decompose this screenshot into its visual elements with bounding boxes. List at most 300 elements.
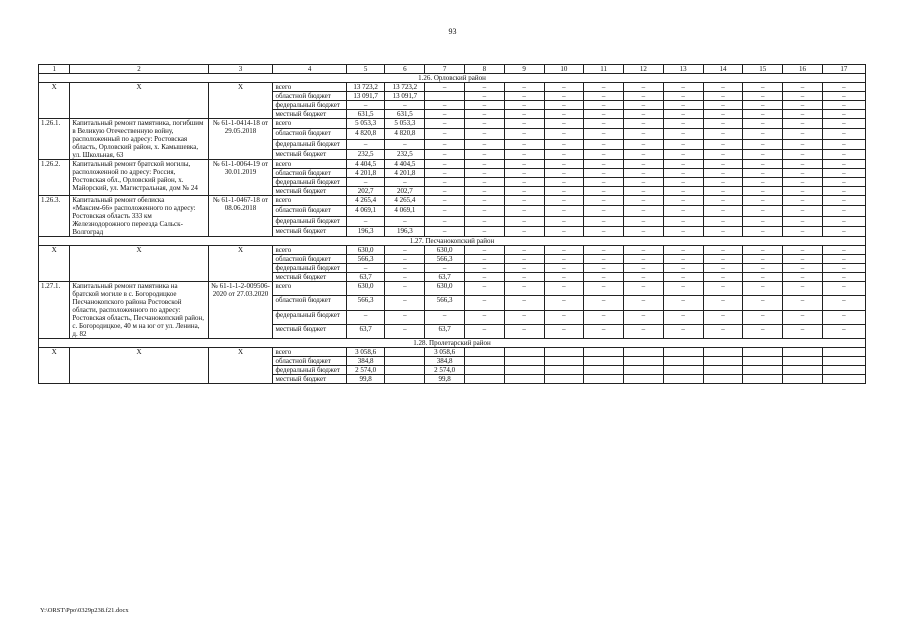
value-col-8: – bbox=[464, 196, 504, 206]
value-col-9: – bbox=[504, 255, 544, 264]
budget-label: всего bbox=[273, 246, 346, 255]
value-col-16: – bbox=[783, 273, 823, 282]
value-col-7: 63,7 bbox=[425, 273, 465, 282]
value-col-10: – bbox=[544, 282, 584, 296]
value-col-9: – bbox=[504, 92, 544, 101]
budget-label: местный бюджет bbox=[273, 187, 346, 196]
value-col-6: – bbox=[385, 296, 425, 310]
value-col-7: 630,0 bbox=[425, 246, 465, 255]
value-col-17: – bbox=[822, 110, 865, 119]
value-col-9 bbox=[504, 375, 544, 384]
budget-label: местный бюджет bbox=[273, 149, 346, 159]
value-col-7: 384,8 bbox=[425, 357, 465, 366]
value-col-10: – bbox=[544, 196, 584, 206]
value-col-7: 99,8 bbox=[425, 375, 465, 384]
section-title: 1.28. Пролетарский район bbox=[39, 339, 866, 348]
value-col-8: – bbox=[464, 101, 504, 110]
value-col-15: – bbox=[743, 310, 783, 324]
value-col-15: – bbox=[743, 149, 783, 159]
value-col-17: – bbox=[822, 187, 865, 196]
value-col-10: – bbox=[544, 296, 584, 310]
value-col-17: – bbox=[822, 282, 865, 296]
column-number: 1 bbox=[39, 65, 70, 74]
budget-label: федеральный бюджет bbox=[273, 139, 346, 149]
object-number: 1.27.1. bbox=[39, 282, 70, 339]
value-col-10: – bbox=[544, 139, 584, 149]
value-col-8 bbox=[464, 375, 504, 384]
value-col-5: 4 069,1 bbox=[346, 206, 385, 216]
value-col-14: – bbox=[703, 282, 743, 296]
value-col-14: – bbox=[703, 255, 743, 264]
value-col-9: – bbox=[504, 246, 544, 255]
value-col-9: – bbox=[504, 282, 544, 296]
budget-label: федеральный бюджет bbox=[273, 264, 346, 273]
value-col-11 bbox=[584, 357, 624, 366]
value-col-15: – bbox=[743, 324, 783, 338]
value-col-5: 202,7 bbox=[346, 187, 385, 196]
object-document: X bbox=[208, 246, 273, 282]
value-col-5: 4 265,4 bbox=[346, 196, 385, 206]
value-col-15: – bbox=[743, 296, 783, 310]
value-col-17: – bbox=[822, 296, 865, 310]
value-col-15: – bbox=[743, 169, 783, 178]
value-col-12: – bbox=[624, 264, 664, 273]
value-col-12 bbox=[624, 348, 664, 357]
budget-label: областной бюджет bbox=[273, 206, 346, 216]
value-col-6 bbox=[385, 357, 425, 366]
value-col-7 bbox=[425, 92, 465, 101]
value-col-16: – bbox=[783, 206, 823, 216]
value-col-17 bbox=[822, 366, 865, 375]
value-col-12: – bbox=[624, 216, 664, 226]
value-col-11: – bbox=[584, 310, 624, 324]
value-col-14: – bbox=[703, 110, 743, 119]
value-col-17: – bbox=[822, 246, 865, 255]
value-col-7: – bbox=[425, 110, 465, 119]
value-col-15: – bbox=[743, 119, 783, 129]
column-number: 15 bbox=[743, 65, 783, 74]
value-col-16: – bbox=[783, 101, 823, 110]
budget-label: федеральный бюджет bbox=[273, 366, 346, 375]
value-col-15: – bbox=[743, 187, 783, 196]
value-col-13: – bbox=[663, 216, 703, 226]
table-row bbox=[39, 196, 866, 206]
value-col-10: – bbox=[544, 226, 584, 236]
value-col-15: – bbox=[743, 196, 783, 206]
value-col-6: 196,3 bbox=[385, 226, 425, 236]
value-col-5: 384,8 bbox=[346, 357, 385, 366]
value-col-6: – bbox=[385, 324, 425, 338]
value-col-8: – bbox=[464, 129, 504, 139]
value-col-15 bbox=[743, 366, 783, 375]
value-col-9: – bbox=[504, 169, 544, 178]
value-col-8: – bbox=[464, 296, 504, 310]
value-col-11: – bbox=[584, 273, 624, 282]
value-col-17: – bbox=[822, 149, 865, 159]
value-col-10: – bbox=[544, 101, 584, 110]
value-col-16 bbox=[783, 366, 823, 375]
object-number: 1.26.3. bbox=[39, 196, 70, 237]
value-col-16: – bbox=[783, 324, 823, 338]
value-col-5: 232,5 bbox=[346, 149, 385, 159]
value-col-9: – bbox=[504, 187, 544, 196]
value-col-16: – bbox=[783, 83, 823, 92]
value-col-8: – bbox=[464, 149, 504, 159]
value-col-14: – bbox=[703, 129, 743, 139]
value-col-10: – bbox=[544, 160, 584, 169]
table-row bbox=[39, 83, 866, 92]
value-col-11: – bbox=[584, 255, 624, 264]
value-col-13: – bbox=[663, 246, 703, 255]
section-title: 1.26. Орловский район bbox=[39, 74, 866, 83]
budget-label: областной бюджет bbox=[273, 169, 346, 178]
value-col-8: – bbox=[464, 273, 504, 282]
value-col-11: – bbox=[584, 83, 624, 92]
value-col-16: – bbox=[783, 139, 823, 149]
value-col-12: – bbox=[624, 110, 664, 119]
value-col-17: – bbox=[822, 160, 865, 169]
section-header-row bbox=[39, 339, 866, 348]
value-col-14: – bbox=[703, 310, 743, 324]
object-name: X bbox=[70, 246, 208, 282]
value-col-9: – bbox=[504, 110, 544, 119]
value-col-13: – bbox=[663, 196, 703, 206]
value-col-11: – bbox=[584, 92, 624, 101]
value-col-8: – bbox=[464, 169, 504, 178]
value-col-13: – bbox=[663, 187, 703, 196]
value-col-8: – bbox=[464, 282, 504, 296]
table-row bbox=[39, 160, 866, 169]
value-col-13: – bbox=[663, 101, 703, 110]
value-col-12: – bbox=[624, 83, 664, 92]
value-col-8: – bbox=[464, 216, 504, 226]
value-col-14 bbox=[703, 366, 743, 375]
value-col-9 bbox=[504, 357, 544, 366]
value-col-14: – bbox=[703, 246, 743, 255]
value-col-14: – bbox=[703, 187, 743, 196]
value-col-13: – bbox=[663, 129, 703, 139]
value-col-16: – bbox=[783, 216, 823, 226]
value-col-5: 4 201,8 bbox=[346, 169, 385, 178]
value-col-5: 13 091,7 bbox=[346, 92, 385, 101]
value-col-10: – bbox=[544, 119, 584, 129]
value-col-14: – bbox=[703, 196, 743, 206]
value-col-8: – bbox=[464, 119, 504, 129]
value-col-16 bbox=[783, 375, 823, 384]
value-col-7: – bbox=[425, 83, 465, 92]
value-col-13: – bbox=[663, 149, 703, 159]
value-col-17: – bbox=[822, 216, 865, 226]
value-col-13: – bbox=[663, 264, 703, 273]
column-number: 17 bbox=[822, 65, 865, 74]
object-name: X bbox=[70, 83, 208, 119]
value-col-11 bbox=[584, 366, 624, 375]
value-col-7: – bbox=[425, 129, 465, 139]
value-col-15: – bbox=[743, 264, 783, 273]
value-col-7: – bbox=[425, 149, 465, 159]
value-col-5: – bbox=[346, 139, 385, 149]
value-col-7: – bbox=[425, 169, 465, 178]
value-col-6: 13 091,7 bbox=[385, 92, 425, 101]
object-number: X bbox=[39, 348, 70, 384]
value-col-13: – bbox=[663, 83, 703, 92]
budget-label: федеральный бюджет bbox=[273, 216, 346, 226]
budget-label: местный бюджет bbox=[273, 324, 346, 338]
page-number: 93 bbox=[448, 27, 457, 36]
object-document: № 61-1-0467-18 от 08.06.2018 bbox=[208, 196, 273, 237]
value-col-5: 566,3 bbox=[346, 296, 385, 310]
value-col-14: – bbox=[703, 83, 743, 92]
value-col-10: – bbox=[544, 246, 584, 255]
object-name: Капитальный ремонт обелиска «Максим-66» расположенного по адресу: Ростовская область 333 км Железнодорожного переезда Сальск-Волгоград bbox=[70, 196, 208, 237]
value-col-6: – bbox=[385, 101, 425, 110]
value-col-12: – bbox=[624, 296, 664, 310]
object-document: № 61-1-0414-18 от 29.05.2018 bbox=[208, 119, 273, 160]
value-col-15: – bbox=[743, 110, 783, 119]
value-col-8 bbox=[464, 357, 504, 366]
value-col-17: – bbox=[822, 196, 865, 206]
value-col-9: – bbox=[504, 196, 544, 206]
value-col-14: – bbox=[703, 264, 743, 273]
budget-label: областной бюджет bbox=[273, 296, 346, 310]
value-col-9: – bbox=[504, 264, 544, 273]
value-col-12: – bbox=[624, 324, 664, 338]
value-col-14 bbox=[703, 375, 743, 384]
value-col-9: – bbox=[504, 226, 544, 236]
value-col-17: – bbox=[822, 255, 865, 264]
value-col-13 bbox=[663, 357, 703, 366]
value-col-5: 566,3 bbox=[346, 255, 385, 264]
value-col-7: – bbox=[425, 206, 465, 216]
value-col-17: – bbox=[822, 324, 865, 338]
value-col-5: 3 058,6 bbox=[346, 348, 385, 357]
value-col-17 bbox=[822, 348, 865, 357]
column-number: 12 bbox=[624, 65, 664, 74]
value-col-15: – bbox=[743, 129, 783, 139]
value-col-17: – bbox=[822, 178, 865, 187]
value-col-17 bbox=[822, 375, 865, 384]
value-col-12: – bbox=[624, 246, 664, 255]
column-number: 7 bbox=[425, 65, 465, 74]
value-col-12 bbox=[624, 366, 664, 375]
object-document: X bbox=[208, 348, 273, 384]
value-col-14: – bbox=[703, 92, 743, 101]
column-number: 2 bbox=[70, 65, 208, 74]
value-col-11 bbox=[584, 348, 624, 357]
value-col-6: – bbox=[385, 310, 425, 324]
value-col-7: – bbox=[425, 264, 465, 273]
value-col-9: – bbox=[504, 296, 544, 310]
value-col-15: – bbox=[743, 255, 783, 264]
value-col-7: – bbox=[425, 139, 465, 149]
column-number: 6 bbox=[385, 65, 425, 74]
value-col-6: – bbox=[385, 139, 425, 149]
value-col-6: 4 069,1 bbox=[385, 206, 425, 216]
value-col-13: – bbox=[663, 160, 703, 169]
value-col-7: – bbox=[425, 226, 465, 236]
value-col-7: – bbox=[425, 119, 465, 129]
object-name: X bbox=[70, 348, 208, 384]
value-col-13: – bbox=[663, 324, 703, 338]
value-col-10 bbox=[544, 348, 584, 357]
value-col-14: – bbox=[703, 119, 743, 129]
value-col-13: – bbox=[663, 206, 703, 216]
budget-label: местный бюджет bbox=[273, 226, 346, 236]
object-number: 1.26.1. bbox=[39, 119, 70, 160]
value-col-7: – bbox=[425, 160, 465, 169]
value-col-17: – bbox=[822, 83, 865, 92]
value-col-8: – bbox=[464, 178, 504, 187]
value-col-10: – bbox=[544, 178, 584, 187]
value-col-5: 99,8 bbox=[346, 375, 385, 384]
value-col-13: – bbox=[663, 255, 703, 264]
value-col-9: – bbox=[504, 139, 544, 149]
budget-table bbox=[38, 64, 866, 384]
value-col-16: – bbox=[783, 226, 823, 236]
value-col-16: – bbox=[783, 178, 823, 187]
value-col-11 bbox=[584, 375, 624, 384]
object-document: № 61-1-0064-19 от 30.01.2019 bbox=[208, 160, 273, 196]
footer-file-path: Y:\ORST\Ppo\0329p238.f21.docx bbox=[40, 607, 129, 614]
column-number: 5 bbox=[346, 65, 385, 74]
value-col-13: – bbox=[663, 273, 703, 282]
value-col-8: – bbox=[464, 139, 504, 149]
value-col-6: 202,7 bbox=[385, 187, 425, 196]
value-col-16: – bbox=[783, 129, 823, 139]
value-col-11: – bbox=[584, 119, 624, 129]
value-col-6: 13 723,2 bbox=[385, 83, 425, 92]
value-col-14: – bbox=[703, 216, 743, 226]
value-col-10: – bbox=[544, 216, 584, 226]
value-col-13: – bbox=[663, 282, 703, 296]
value-col-10: – bbox=[544, 310, 584, 324]
value-col-17: – bbox=[822, 226, 865, 236]
value-col-16: – bbox=[783, 92, 823, 101]
value-col-14: – bbox=[703, 273, 743, 282]
value-col-13: – bbox=[663, 92, 703, 101]
value-col-13: – bbox=[663, 178, 703, 187]
value-col-9: – bbox=[504, 178, 544, 187]
value-col-16: – bbox=[783, 255, 823, 264]
value-col-7: – bbox=[425, 216, 465, 226]
value-col-5: 630,0 bbox=[346, 246, 385, 255]
budget-label: областной бюджет bbox=[273, 129, 346, 139]
value-col-14: – bbox=[703, 149, 743, 159]
value-col-15 bbox=[743, 357, 783, 366]
value-col-6: – bbox=[385, 273, 425, 282]
value-col-12: – bbox=[624, 92, 664, 101]
value-col-6: – bbox=[385, 246, 425, 255]
value-col-17: – bbox=[822, 139, 865, 149]
value-col-16: – bbox=[783, 149, 823, 159]
value-col-12: – bbox=[624, 149, 664, 159]
value-col-12: – bbox=[624, 282, 664, 296]
column-number: 8 bbox=[464, 65, 504, 74]
value-col-11: – bbox=[584, 282, 624, 296]
value-col-15 bbox=[743, 348, 783, 357]
value-col-13: – bbox=[663, 119, 703, 129]
value-col-15: – bbox=[743, 216, 783, 226]
value-col-17: – bbox=[822, 310, 865, 324]
value-col-16: – bbox=[783, 119, 823, 129]
value-col-10 bbox=[544, 375, 584, 384]
value-col-6: 4 404,5 bbox=[385, 160, 425, 169]
value-col-14 bbox=[703, 348, 743, 357]
value-col-10: – bbox=[544, 83, 584, 92]
value-col-5: 4 820,8 bbox=[346, 129, 385, 139]
value-col-10: – bbox=[544, 169, 584, 178]
value-col-12: – bbox=[624, 160, 664, 169]
value-col-11: – bbox=[584, 101, 624, 110]
value-col-14: – bbox=[703, 160, 743, 169]
column-number: 14 bbox=[703, 65, 743, 74]
value-col-11: – bbox=[584, 187, 624, 196]
value-col-16: – bbox=[783, 160, 823, 169]
table-row bbox=[39, 348, 866, 357]
column-number-row bbox=[39, 65, 866, 74]
budget-label: всего bbox=[273, 348, 346, 357]
column-number: 13 bbox=[663, 65, 703, 74]
value-col-12: – bbox=[624, 119, 664, 129]
value-col-6 bbox=[385, 366, 425, 375]
value-col-12: – bbox=[624, 206, 664, 216]
value-col-15: – bbox=[743, 101, 783, 110]
value-col-17: – bbox=[822, 92, 865, 101]
budget-label: областной бюджет bbox=[273, 357, 346, 366]
value-col-11: – bbox=[584, 139, 624, 149]
value-col-15: – bbox=[743, 246, 783, 255]
object-number: X bbox=[39, 83, 70, 119]
budget-label: федеральный бюджет bbox=[273, 178, 346, 187]
value-col-10 bbox=[544, 366, 584, 375]
value-col-7: 63,7 bbox=[425, 324, 465, 338]
value-col-5: 13 723,2 bbox=[346, 83, 385, 92]
value-col-13: – bbox=[663, 310, 703, 324]
value-col-17: – bbox=[822, 101, 865, 110]
value-col-6: – bbox=[385, 178, 425, 187]
value-col-16: – bbox=[783, 169, 823, 178]
value-col-7: – bbox=[425, 310, 465, 324]
value-col-13 bbox=[663, 375, 703, 384]
object-number: X bbox=[39, 246, 70, 282]
value-col-8: – bbox=[464, 83, 504, 92]
value-col-10: – bbox=[544, 206, 584, 216]
value-col-14: – bbox=[703, 101, 743, 110]
value-col-16 bbox=[783, 357, 823, 366]
section-header-row bbox=[39, 237, 866, 246]
value-col-14: – bbox=[703, 324, 743, 338]
budget-label: местный бюджет bbox=[273, 273, 346, 282]
value-col-17: – bbox=[822, 169, 865, 178]
value-col-9: – bbox=[504, 310, 544, 324]
value-col-7: 2 574,0 bbox=[425, 366, 465, 375]
section-header-row bbox=[39, 74, 866, 83]
value-col-9: – bbox=[504, 119, 544, 129]
value-col-10: – bbox=[544, 255, 584, 264]
value-col-11: – bbox=[584, 160, 624, 169]
table-row bbox=[39, 246, 866, 255]
value-col-13: – bbox=[663, 110, 703, 119]
value-col-8: – bbox=[464, 226, 504, 236]
column-number: 3 bbox=[208, 65, 273, 74]
value-col-10: – bbox=[544, 187, 584, 196]
value-col-12: – bbox=[624, 139, 664, 149]
column-number: 10 bbox=[544, 65, 584, 74]
value-col-8: – bbox=[464, 324, 504, 338]
value-col-12 bbox=[624, 375, 664, 384]
value-col-5: – bbox=[346, 310, 385, 324]
value-col-14: – bbox=[703, 296, 743, 310]
